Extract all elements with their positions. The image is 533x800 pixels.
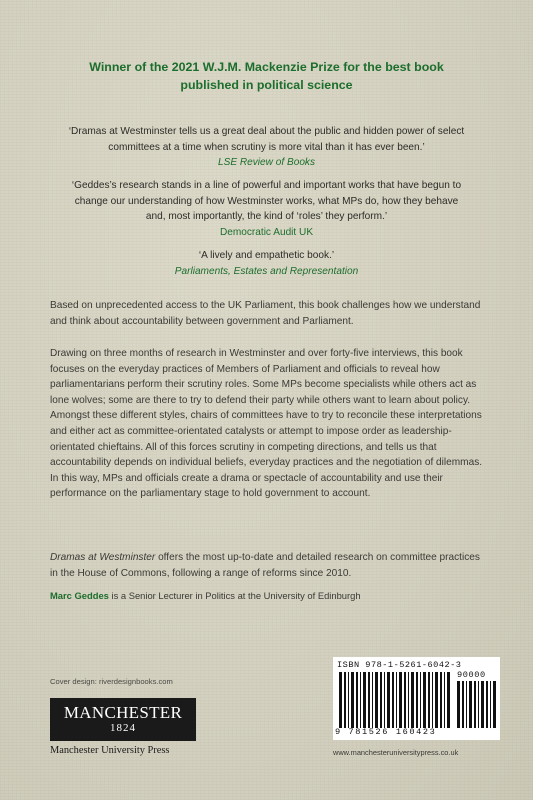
barcode-bar (344, 672, 346, 728)
barcode-bar (396, 672, 397, 728)
quote-text-line: ‘A lively and empathetic book.’ (198, 250, 335, 261)
prize-line-1: Winner of the 2021 W.J.M. Mackenzie Prize for the best book (89, 60, 444, 74)
barcode-bar (351, 672, 354, 728)
barcode-bar (493, 681, 496, 728)
cover-design-credit: Cover design: riverdesignbooks.com (50, 677, 173, 686)
logo-line-1: MANCHESTER (63, 703, 183, 722)
barcode-bar (368, 672, 370, 728)
review-quote-1 (50, 124, 483, 171)
blurb-paragraph-3 (50, 550, 486, 581)
publisher-name: Manchester University Press (50, 745, 170, 756)
barcode-bar (387, 672, 390, 728)
blurb-paragraph-3-text: offers the most up-to-date and detailed research on committee practices in the House of Commons, following a range of reforms since 2010. (50, 552, 480, 579)
barcode-bar (416, 672, 418, 728)
barcode-bar (428, 672, 430, 728)
barcode-bar (420, 672, 421, 728)
prize-announcement (60, 58, 473, 94)
barcode-bar (339, 672, 342, 728)
barcode-bar (447, 672, 450, 728)
quote-text-line: committees at a time when scrutiny is more vital than it has ever been.’ (108, 141, 425, 153)
barcode-bar (411, 672, 414, 728)
prize-line-2: published in political science (180, 78, 353, 92)
barcode-bar (348, 672, 349, 728)
barcode-bar (408, 672, 409, 728)
barcode-bar (384, 672, 385, 728)
barcode-bar (486, 681, 488, 728)
barcode-bar (444, 672, 445, 728)
barcode-bar (404, 672, 406, 728)
barcode-bar (440, 672, 442, 728)
quote-text-line: and, most importantly, the kind of ‘roles’ they perform.’ (145, 211, 388, 223)
blurb-paragraph-1: Based on unprecedented access to the UK Parliament, this book challenges how we understand and think about accountability between government and Parliament. (50, 300, 481, 327)
barcode-bar (490, 681, 491, 728)
isbn-text: ISBN 978-1-5261-6042-3 (337, 660, 462, 670)
barcode-bar (392, 672, 394, 728)
quote-text-line: ‘Geddes’s research stands in a line of powerful and important works that have begun to (71, 180, 462, 191)
barcode-bar (457, 681, 460, 728)
barcode-bar (435, 672, 438, 728)
barcode-bar (363, 672, 366, 728)
barcode-bar (423, 672, 426, 728)
isbn-barcode (333, 657, 500, 740)
logo-line-2: 1824 (110, 722, 136, 734)
quote-text-line: change our understanding of how Westminster works, what MPs do, how they behave (74, 195, 459, 207)
barcode-bar (481, 681, 484, 728)
barcode-addon-bars (457, 681, 497, 728)
review-quote-3 (50, 248, 483, 279)
barcode-bar (372, 672, 373, 728)
barcode-bar (474, 681, 476, 728)
publisher-url: www.manchesteruniversitypress.co.uk (333, 748, 459, 757)
barcode-bar (375, 672, 378, 728)
author-name: Marc Geddes (50, 590, 109, 601)
publisher-logo-box (50, 698, 196, 741)
barcode-bar (356, 672, 358, 728)
barcode-bar (432, 672, 433, 728)
book-title: Dramas at Westminster (50, 552, 156, 563)
author-bio (50, 590, 361, 601)
publisher-logo (50, 698, 196, 756)
quote-source: LSE Review of Books (217, 157, 316, 169)
price-code: 90000 (457, 670, 486, 680)
barcode-bars (339, 672, 451, 728)
blurb-paragraph-2: Drawing on three months of research in Westminster and over forty-five interviews, this book focuses on the everyday practices of Members of Parliament and officials to reveal how parliamentarians perform their scrutiny roles. Some MPs become specialists while others act as lone wolves; some are there to try to defend their party while others want to learn about policy. Amongst these different styles, chairs of committees have to try to reconcile these interpretations and either act as committee-orientated catalysts or attempt to impose order as leadership-orientated chieftains. All of this forces scrutiny in competing directions, and tells us that accountability depends on individual beliefs, everyday practices and the negotiation of dilemmas. In this way, MPs and officials create a drama or spectacle of accountability and use their performance on the parliamentary stage to hold government to account. (50, 348, 483, 500)
barcode-bar (360, 672, 361, 728)
review-quote-2 (50, 178, 483, 240)
quote-text-line: ‘Dramas at Westminster tells us a great deal about the public and hidden power of select (68, 126, 465, 137)
barcode-bar (462, 681, 464, 728)
barcode-bar (469, 681, 472, 728)
quote-source: Parliaments, Estates and Representation (174, 265, 359, 277)
barcode-bar (380, 672, 382, 728)
barcode-bar (478, 681, 479, 728)
barcode-bar (399, 672, 402, 728)
quote-source: Democratic Audit UK (219, 226, 314, 238)
barcode-digits: 9 781526 160423 (335, 727, 437, 737)
author-bio-text: is a Senior Lecturer in Politics at the University of Edinburgh (108, 590, 361, 601)
barcode-bar (466, 681, 467, 728)
